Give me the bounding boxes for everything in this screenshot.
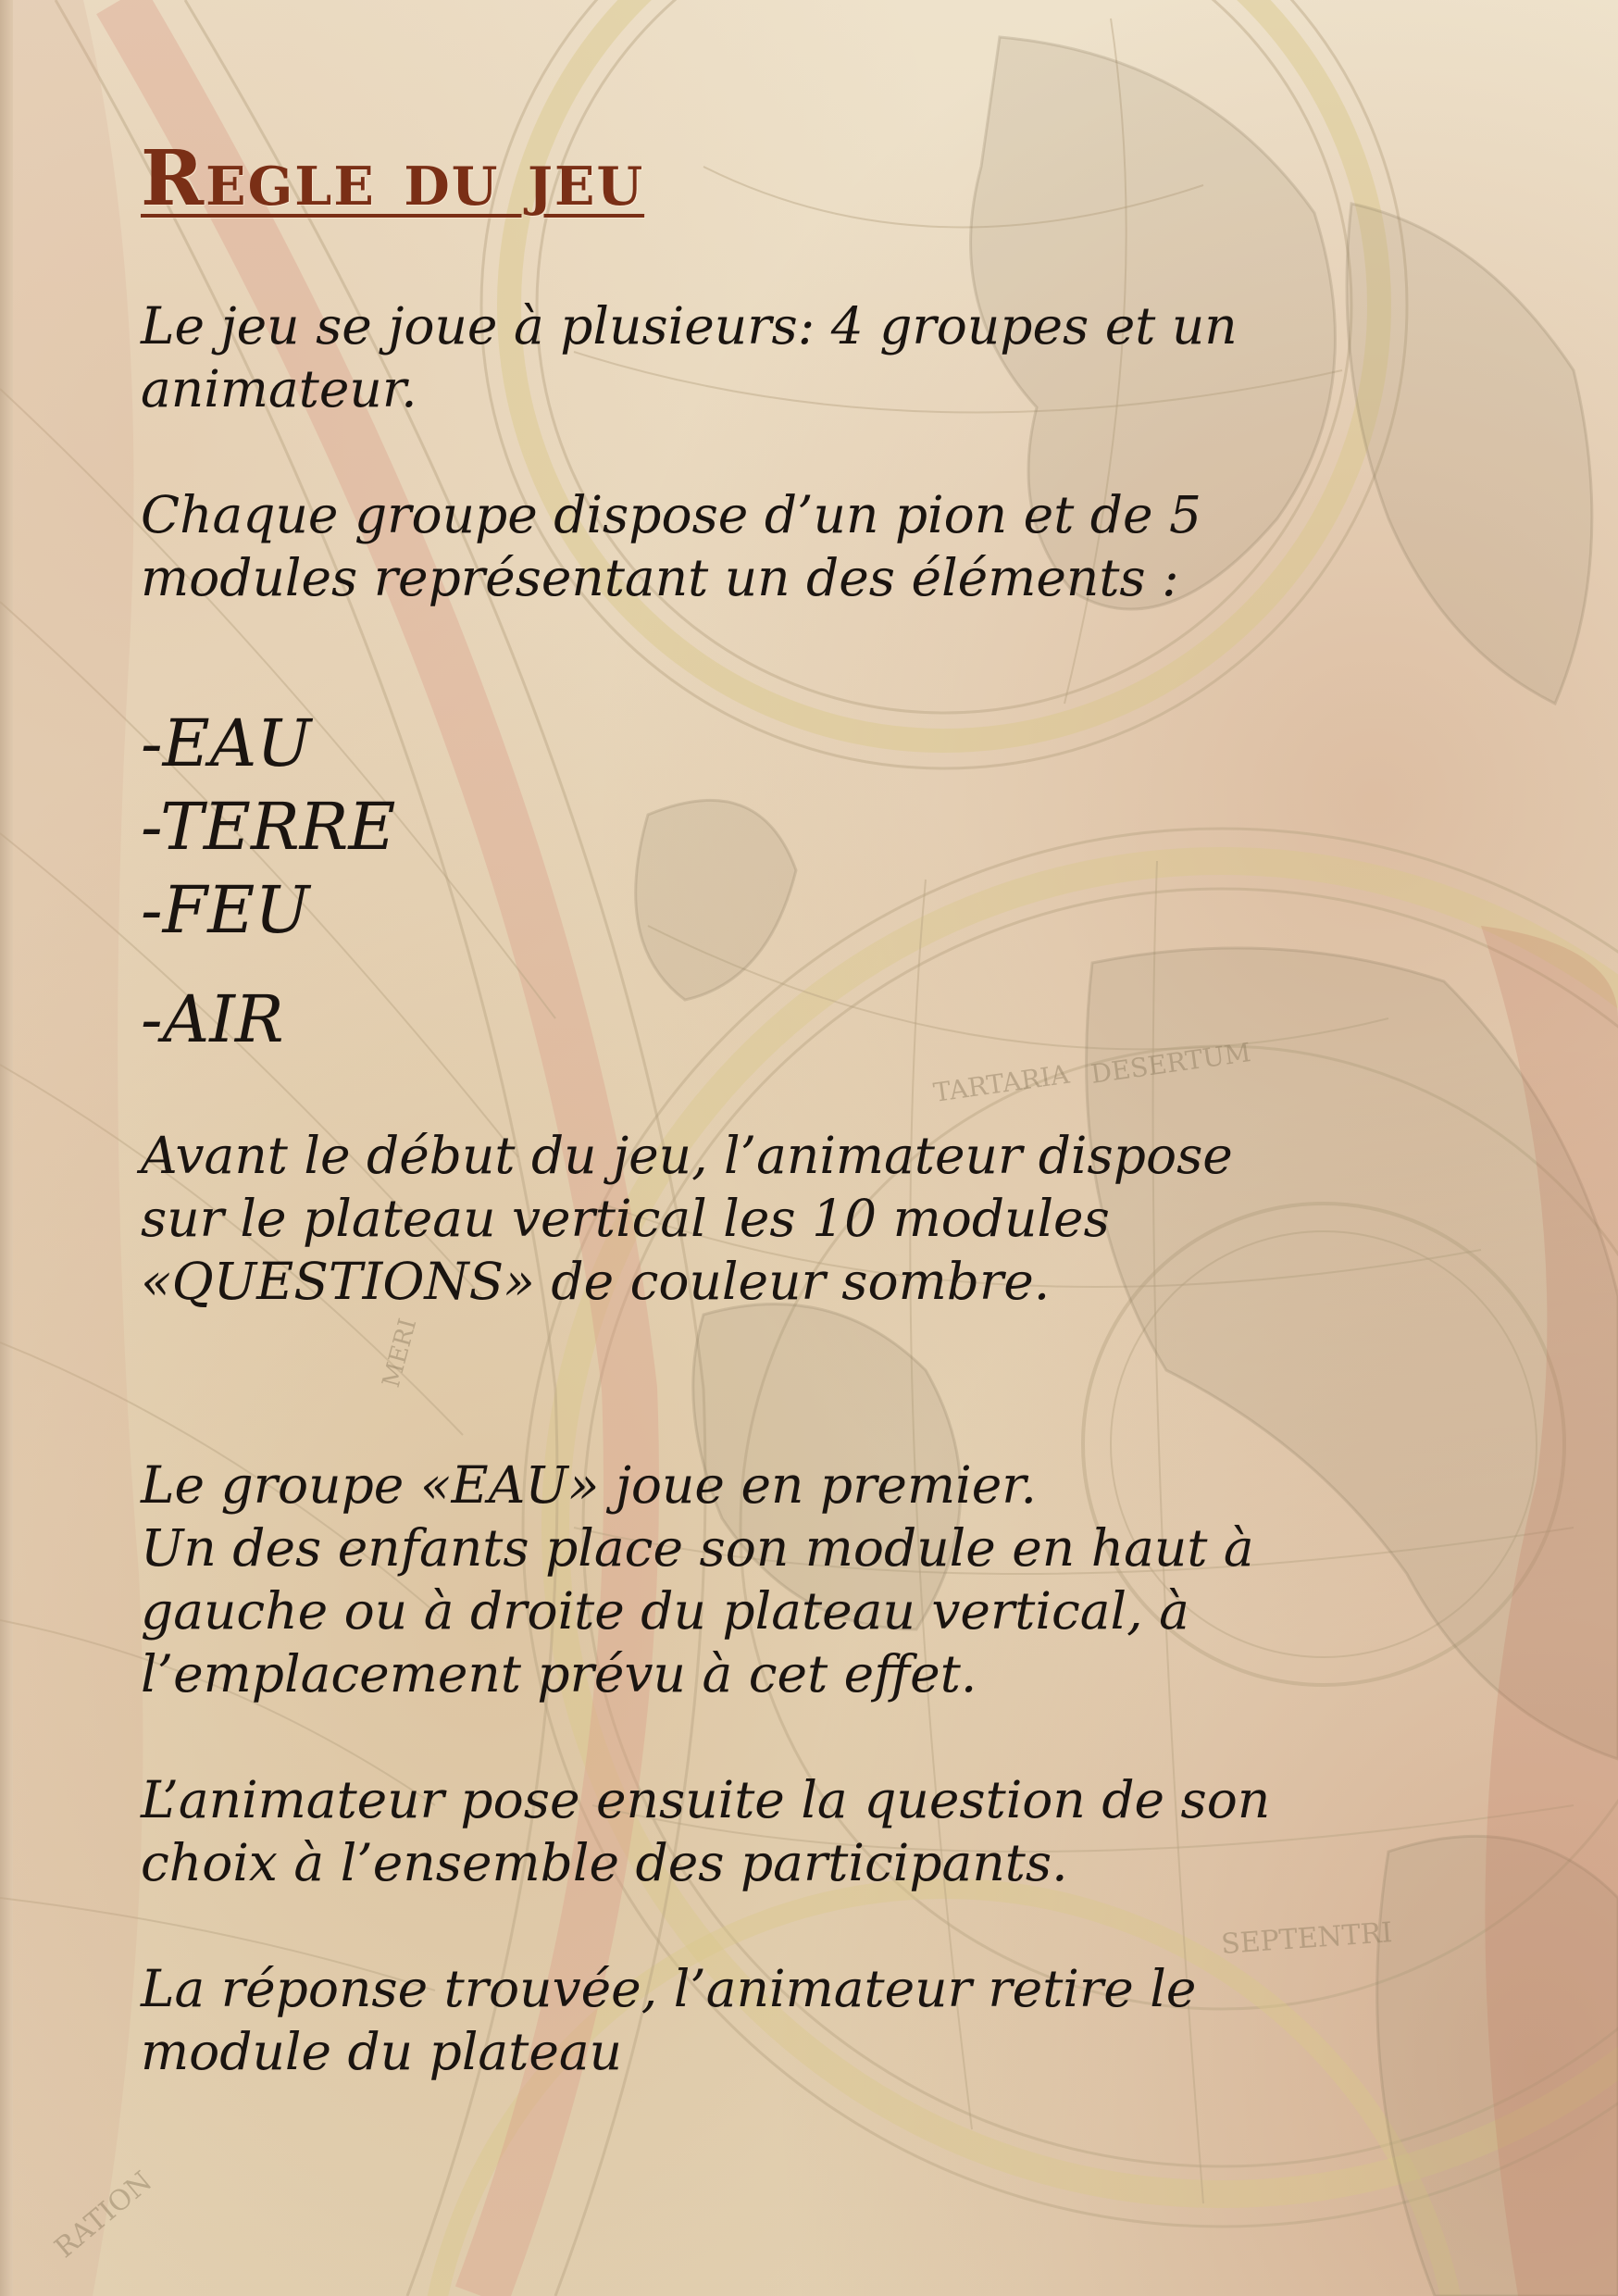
element-item: -EAU [141,705,312,782]
elements-list [141,702,1483,1061]
rules-paragraph: L’animateur pose ensuite la question de son choix à l’ensemble des participants. [141,1770,1271,1893]
rules-content [141,134,1483,2083]
element-item: -FEU [141,872,310,949]
map-label: TARTARIA [931,1058,1072,1108]
map-label: RATION [48,2165,159,2265]
map-label: DESERTUM [1089,1037,1253,1090]
element-item: -AIR [141,981,284,1058]
rules-paragraph: La réponse trouvée, l’animateur retire le module du plateau [141,1959,1197,2082]
rules-paragraph: Le jeu se joue à plusieurs: 4 groupes et un animateur. [141,296,1238,419]
map-label: MERI [377,1316,423,1391]
rules-paragraph: Avant le début du jeu, l’animateur dispose sur le plateau vertical les 10 modules «QUESTIONS» de couleur sombre. [141,1126,1233,1312]
page-title: Regle du jeu [141,134,645,223]
element-item: -TERRE [141,789,396,866]
rules-paragraph: Chaque groupe dispose d’un pion et de 5 modules représentant un des éléments : [141,485,1202,608]
rules-paragraph: Le groupe «EAU» joue en premier. Un des enfants place son module en haut à gauche ou à droite du plateau vertical, à l’emplacement prévu à cet effet. [141,1455,1254,1704]
map-label: SEPTENTRI [1220,1916,1394,1961]
